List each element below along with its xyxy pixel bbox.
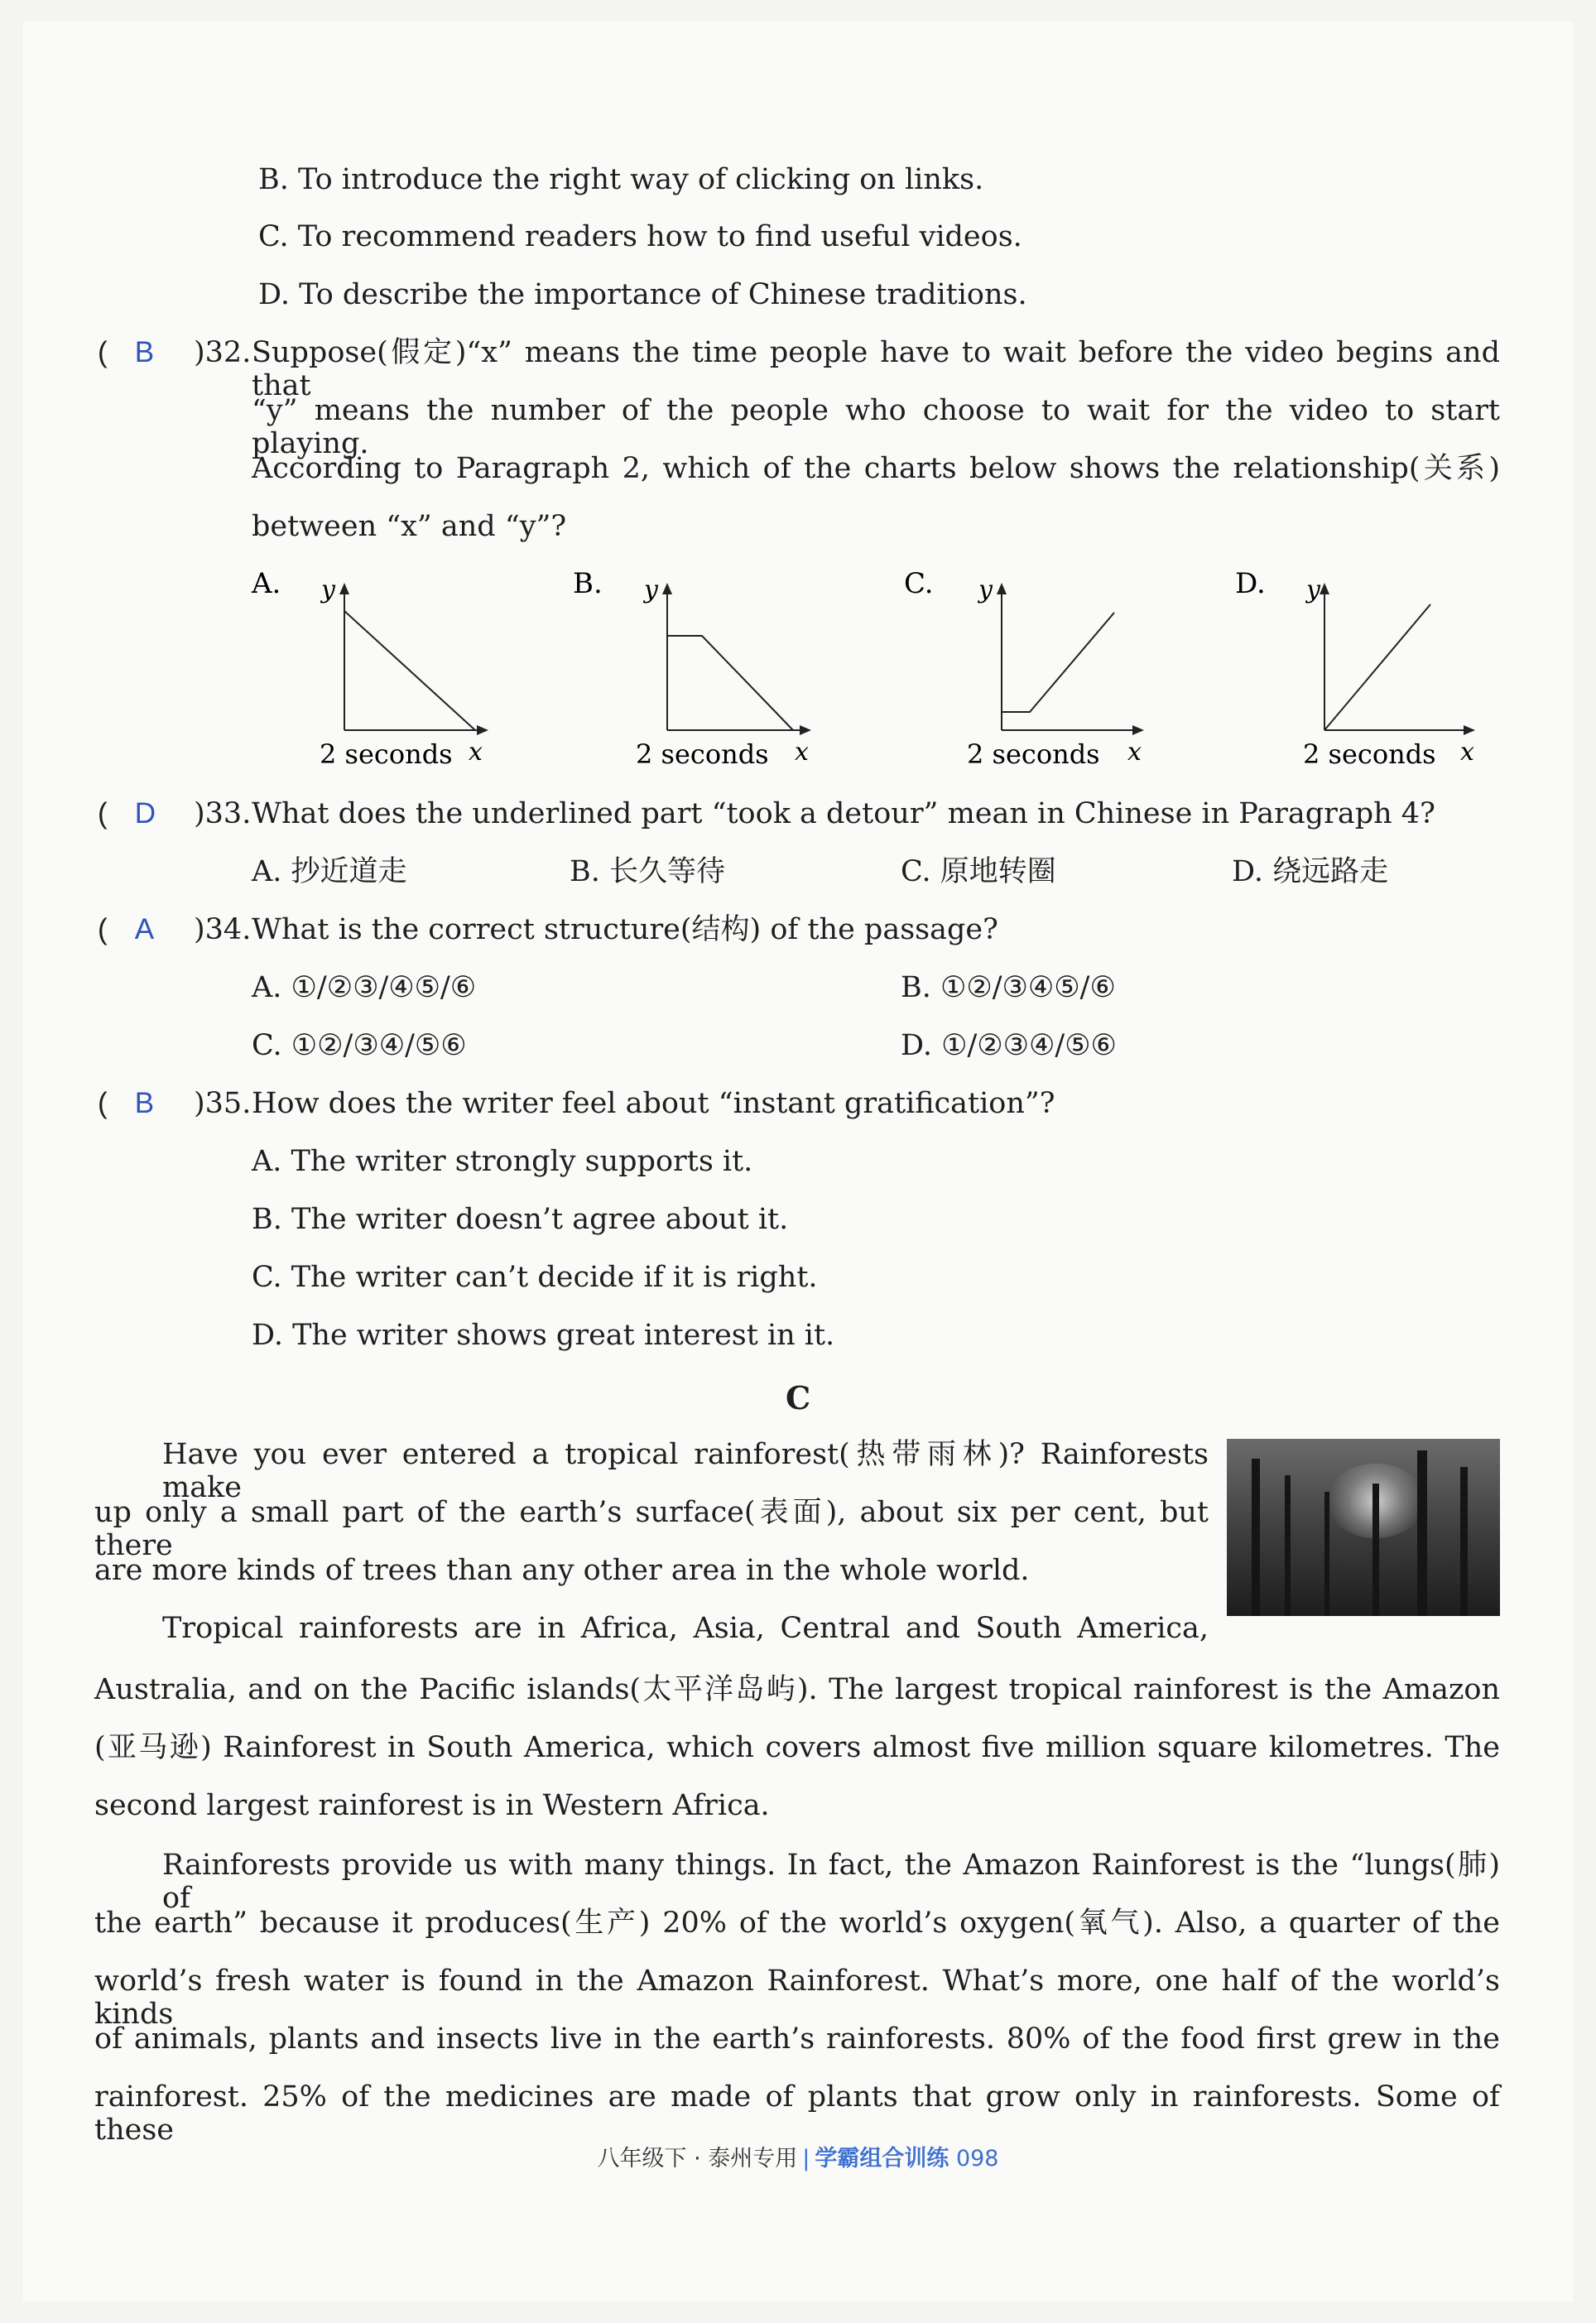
q33-answer-bracket: ( D <box>98 797 156 830</box>
chart-c-series-line <box>1002 613 1114 712</box>
chart-c-x-label: x <box>1127 738 1142 767</box>
q32-answer-bracket: ( B <box>98 336 155 368</box>
footer-brand: 学霸组合训练 <box>815 2146 949 2172</box>
chart-d-tick-label: 2 seconds <box>1303 738 1436 770</box>
footer-grade: 八年级下 · 泰州专用 <box>597 2146 798 2172</box>
chart-d-x-label: x <box>1460 738 1474 767</box>
q32-line-4: between “x” and “y”? <box>252 510 567 543</box>
q31-option-d: D. To describe the importance of Chinese traditions. <box>258 278 1027 311</box>
q33-option-c: C. 原地转圈 <box>901 855 1056 888</box>
section-c-p2-line-3: (亚马逊) Rainforest in South America, which covers almost five million square kilometres. The <box>94 1731 1500 1764</box>
chart-d <box>1232 565 1497 772</box>
chart-a-option-label: A. <box>252 567 281 600</box>
chart-d-series-line <box>1324 604 1430 730</box>
chart-d-y-label: y <box>1306 575 1320 604</box>
chart-d-x-arrow <box>1464 725 1475 735</box>
q33-option-a: A. 抄近道走 <box>252 855 407 888</box>
q32-number: )32. <box>194 336 252 369</box>
chart-d-y-arrow <box>1320 583 1329 594</box>
q34-option-b: B. ①②/③④⑤/⑥ <box>901 971 1116 1004</box>
chart-c-tick-label: 2 seconds <box>967 738 1100 770</box>
chart-b-series-line <box>667 636 793 730</box>
chart-a-tick-label: 2 seconds <box>320 738 453 770</box>
q35-answer-bracket: ( B <box>98 1087 155 1119</box>
q35-option-b: B. The writer doesn’t agree about it. <box>252 1203 789 1236</box>
q34-option-d: D. ①/②③④/⑤⑥ <box>901 1029 1117 1062</box>
section-c-p1-line-2: up only a small part of the earth’s surface(表面), about six per cent, but there <box>94 1496 1209 1562</box>
chart-a <box>248 565 513 772</box>
chart-b-tick-label: 2 seconds <box>636 738 769 770</box>
chart-a-x-arrow <box>477 725 488 735</box>
chart-a-x-label: x <box>469 738 483 767</box>
section-c-p3-line-4: of animals, plants and insects live in the earth’s rainforests. 80% of the food first grew in the <box>94 2022 1500 2056</box>
q34-answer-bracket: ( A <box>98 913 155 945</box>
q35-number: )35. <box>194 1087 252 1120</box>
section-c-heading: C <box>786 1379 811 1416</box>
q34-answer: A <box>134 913 155 945</box>
section-c-p2-line-1: Tropical rainforests are in Africa, Asia, Central and South America, <box>162 1612 1209 1645</box>
q32-line-1: Suppose(假定)“x” means the time people have to wait before the video begins and that <box>252 336 1500 402</box>
chart-c-x-arrow <box>1132 725 1144 735</box>
chart-b-y-arrow <box>662 583 672 594</box>
chart-b-option-label: B. <box>573 567 603 600</box>
q35-option-d: D. The writer shows great interest in it. <box>252 1319 835 1352</box>
chart-a-series-line <box>344 611 475 730</box>
page-footer <box>0 2140 1596 2172</box>
q35-option-c: C. The writer can’t decide if it is right. <box>252 1261 818 1294</box>
chart-c-option-label: C. <box>904 567 934 600</box>
section-c-p3-line-3: world’s fresh water is found in the Amazon Rainforest. What’s more, one half of the world’s kinds <box>94 1965 1500 2031</box>
chart-c <box>901 565 1166 772</box>
q33-option-b: B. 长久等待 <box>570 855 725 888</box>
q33-number: )33. <box>194 797 252 830</box>
section-c-p1-line-1: Have you ever entered a tropical rainforest(热带雨林)? Rainforests make <box>162 1438 1209 1504</box>
footer-separator: | <box>802 2146 810 2172</box>
q35-option-a: A. The writer strongly supports it. <box>252 1145 753 1178</box>
rainforest-photo <box>1227 1439 1500 1616</box>
chart-b-x-arrow <box>800 725 811 735</box>
q33-option-d: D. 绕远路走 <box>1232 855 1389 888</box>
page-number: 098 <box>955 2146 999 2172</box>
q32-line-2: “y” means the number of the people who choose to wait for the video to start playing. <box>252 394 1500 460</box>
chart-c-y-arrow <box>997 583 1007 594</box>
chart-d-option-label: D. <box>1235 567 1266 600</box>
q34-option-a: A. ①/②③/④⑤/⑥ <box>252 971 477 1004</box>
q32-line-3: According to Paragraph 2, which of the charts below shows the relationship(关系) <box>252 452 1500 485</box>
q35-text: How does the writer feel about “instant gratification”? <box>252 1087 1055 1120</box>
q32-answer: B <box>134 336 155 368</box>
section-c-p3-line-2: the earth” because it produces(生产) 20% of the world’s oxygen(氧气). Also, a quarter of the <box>94 1907 1500 1940</box>
q31-option-b: B. To introduce the right way of clicking on links. <box>258 163 984 196</box>
chart-b <box>570 565 834 772</box>
q31-option-c: C. To recommend readers how to find useful videos. <box>258 220 1022 253</box>
chart-c-y-label: y <box>978 575 993 604</box>
q34-text: What is the correct structure(结构) of the passage? <box>252 913 998 946</box>
q35-answer: B <box>134 1087 155 1119</box>
q34-number: )34. <box>194 913 252 946</box>
chart-a-y-arrow <box>339 583 349 594</box>
section-c-p3-line-1: Rainforests provide us with many things. In fact, the Amazon Rainforest is the “lungs(肺) of <box>162 1849 1500 1915</box>
section-c-p1-line-3: are more kinds of trees than any other area in the whole world. <box>94 1554 1030 1587</box>
q34-option-c: C. ①②/③④/⑤⑥ <box>252 1029 467 1062</box>
section-c-p2-line-2: Australia, and on the Pacific islands(太平洋岛屿). The largest tropical rainforest is the Amazon <box>94 1673 1500 1706</box>
q33-answer: D <box>134 797 156 830</box>
section-c-p2-line-4: second largest rainforest is in Western Africa. <box>94 1789 770 1822</box>
q33-text: What does the underlined part “took a detour” mean in Chinese in Paragraph 4? <box>252 797 1435 830</box>
chart-b-y-label: y <box>644 575 658 604</box>
chart-a-y-label: y <box>321 575 335 604</box>
section-c-p3-line-5: rainforest. 25% of the medicines are made of plants that grow only in rainforests. Some of these <box>94 2080 1500 2147</box>
chart-b-x-label: x <box>795 738 809 767</box>
